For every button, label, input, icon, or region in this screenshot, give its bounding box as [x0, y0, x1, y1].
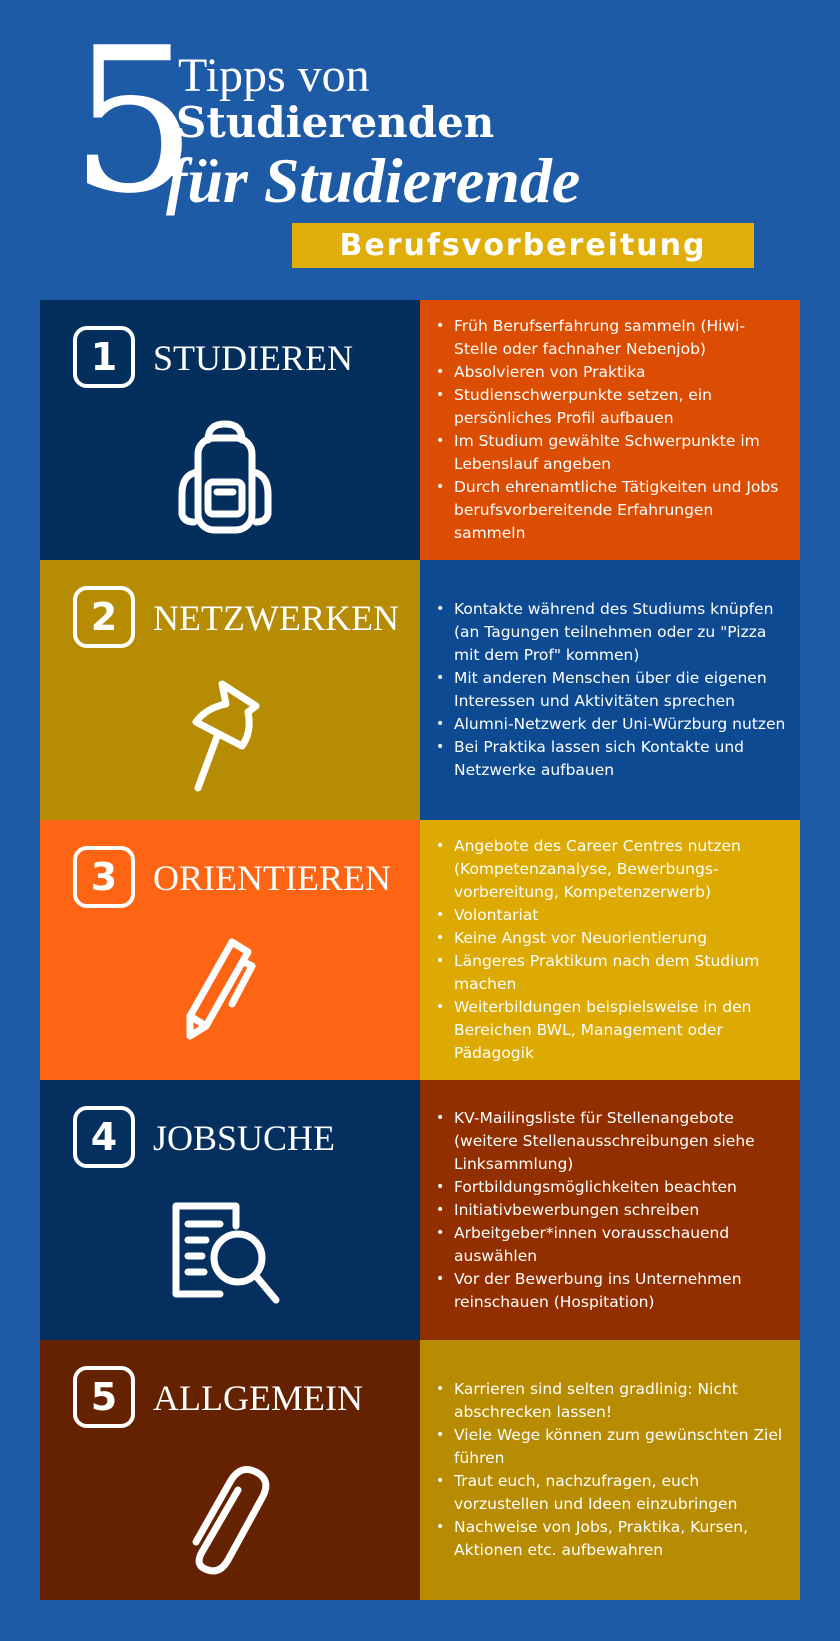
bullet-item: • Karrieren sind selten gradlinig: Nicht abschrecken lassen!	[434, 1378, 786, 1424]
bullet-item: • Im Studium gewählte Schwerpunkte im Lebenslauf angeben	[434, 430, 786, 476]
bullet-item: • Traut euch, nachzufragen, euch vorzustellen und Ideen einzubringen	[434, 1470, 786, 1516]
bullet-item: • Längeres Praktikum nach dem Studium machen	[434, 950, 786, 996]
bullet-item: • Durch ehrenamtliche Tätigkeiten und Jobs berufsvorbereitende Erfahrungen sammeln	[434, 476, 786, 545]
bullet-item: • Absolvieren von Praktika	[434, 361, 786, 384]
header-line3: für Studierende	[166, 145, 581, 216]
bullet-item: • KV-Mailingsliste für Stellenangebote (weitere Stellenausschreibungen siehe Linksammlung)	[434, 1107, 786, 1176]
header	[0, 0, 840, 300]
section-right-panel	[420, 1340, 800, 1600]
bullet-list	[434, 560, 786, 820]
section-number-badge: 1	[73, 326, 135, 388]
section-number-badge: 4	[73, 1106, 135, 1168]
section-title: NETZWERKEN	[153, 598, 399, 638]
section-title: STUDIEREN	[153, 338, 353, 378]
bullet-item: • Nachweise von Jobs, Praktika, Kursen, Aktionen etc. aufbewahren	[434, 1516, 786, 1562]
header-line2: Studierenden	[176, 98, 495, 147]
bullet-item: • Früh Berufserfahrung sammeln (Hiwi-Stelle oder fachnaher Nebenjob)	[434, 315, 786, 361]
bullet-item: • Weiterbildungen beispielsweise in den Bereichen BWL, Management oder Pädagogik	[434, 996, 786, 1065]
section-title: JOBSUCHE	[153, 1118, 336, 1158]
section-number-badge: 3	[73, 846, 135, 908]
bullet-list	[434, 300, 786, 560]
section-number-badge: 2	[73, 586, 135, 648]
header-line1: Tipps von	[178, 49, 370, 102]
section-left-panel	[40, 300, 420, 560]
paperclip-icon	[160, 1450, 290, 1580]
pushpin-icon	[160, 670, 290, 800]
bullet-item: • Mit anderen Menschen über die eigenen Interessen und Aktivitäten sprechen	[434, 667, 786, 713]
bullet-item: • Initiativbewerbungen schreiben	[434, 1199, 786, 1222]
section-allgemein	[40, 1340, 800, 1600]
bullet-item: • Vor der Bewerbung ins Unternehmen reinschauen (Hospitation)	[434, 1268, 786, 1314]
bullet-item: • Alumni-Netzwerk der Uni-Würzburg nutzen	[434, 713, 786, 736]
bullet-list	[434, 820, 786, 1080]
section-orientieren	[40, 820, 800, 1080]
subtitle-banner: Berufsvorbereitung	[292, 223, 754, 268]
section-right-panel	[420, 820, 800, 1080]
pen-icon	[160, 930, 290, 1060]
section-number-badge: 5	[73, 1366, 135, 1428]
section-right-panel	[420, 560, 800, 820]
section-left-panel	[40, 1080, 420, 1340]
bullet-item: • Fortbildungsmöglichkeiten beachten	[434, 1176, 786, 1199]
section-left-panel	[40, 1340, 420, 1600]
section-left-panel	[40, 820, 420, 1080]
bullet-list	[434, 1340, 786, 1600]
section-left-panel	[40, 560, 420, 820]
section-right-panel	[420, 1080, 800, 1340]
section-studieren	[40, 300, 800, 560]
bullet-item: • Angebote des Career Centres nutzen (Kompetenzanalyse, Bewerbungs-vorbereitung, Kompetenzerwerb)	[434, 835, 786, 904]
section-title: ORIENTIEREN	[153, 858, 391, 898]
backpack-icon	[160, 410, 290, 540]
document-search-icon	[160, 1190, 290, 1320]
bullet-item: • Volontariat	[434, 904, 786, 927]
bullet-item: • Arbeitgeber*innen vorausschauend auswählen	[434, 1222, 786, 1268]
section-right-panel	[420, 300, 800, 560]
section-jobsuche	[40, 1080, 800, 1340]
bullet-item: • Bei Praktika lassen sich Kontakte und Netzwerke aufbauen	[434, 736, 786, 782]
header-number: 5	[70, 5, 198, 238]
bullet-list	[434, 1080, 786, 1340]
section-title: ALLGEMEIN	[153, 1378, 363, 1418]
bullet-item: • Keine Angst vor Neuorientierung	[434, 927, 786, 950]
bullet-item: • Studienschwerpunkte setzen, ein persönliches Profil aufbauen	[434, 384, 786, 430]
bullet-item: • Viele Wege können zum gewünschten Ziel führen	[434, 1424, 786, 1470]
bullet-item: • Kontakte während des Studiums knüpfen (an Tagungen teilnehmen oder zu "Pizza mit dem Prof" kommen)	[434, 598, 786, 667]
section-netzwerken	[40, 560, 800, 820]
